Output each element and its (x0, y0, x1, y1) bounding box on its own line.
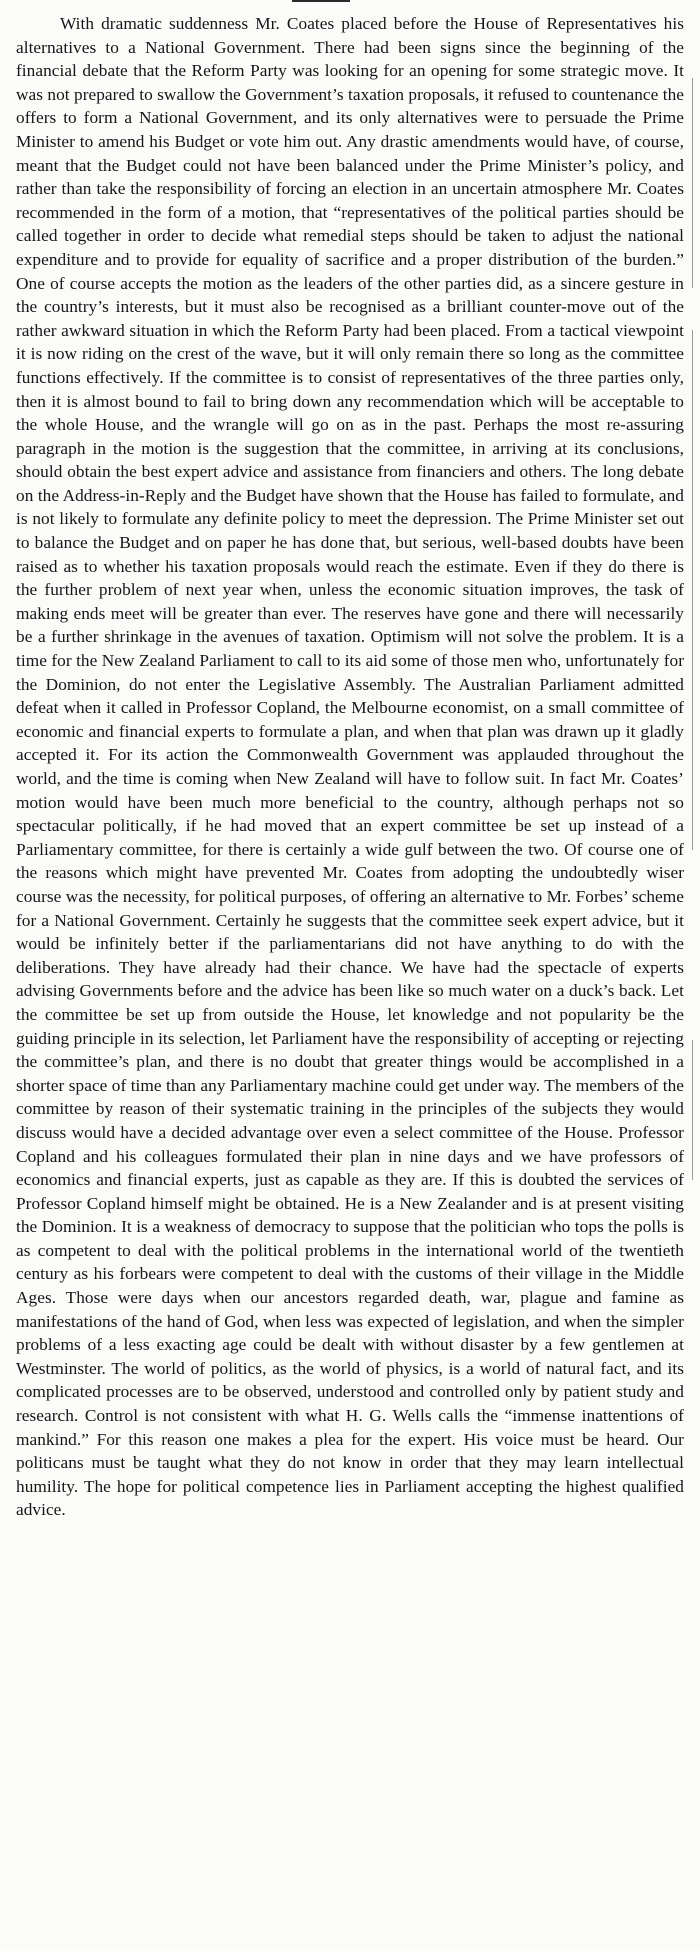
column-edge-rule (692, 78, 693, 288)
column-edge-rule (692, 330, 693, 850)
editorial-article-text: With dramatic suddenness Mr. Coates placed before the House of Representatives his alternatives to a National Government. There had been signs since the beginning of the financial debate that the Reform Party was looking for an opening for some strategic move. It was not prepared to swallow the Government’s taxation proposals, it refused to countenance the offers to form a National Government, and its only alternatives were to persuade the Prime Minister to amend his Budget or vote him out. Any drastic amendments would have, of course, meant that the Budget could not have been balanced under the Prime Minister’s policy, and rather than take the responsibility of forcing an election in an uncertain atmosphere Mr. Coates recommended in the form of a motion, that “representatives of the political parties should be called together in order to decide what remedial steps should be taken to adjust the national expenditure and to provide for equality of sacrifice and a proper distribution of the burden.” One of course accepts the motion as the leaders of the other parties did, as a sincere gesture in the country’s interests, but it must also be recognised as a brilliant counter-move out of the rather awkward situation in which the Reform Party had been placed. From a tactical viewpoint it is now riding on the crest of the wave, but it will only remain there so long as the committee functions effectively. If the committee is to consist of representatives of the three parties only, then it is almost bound to fail to bring down any recommendation which will be acceptable to the whole House, and the wrangle will go on as in the past. Perhaps the most re-assuring paragraph in the motion is the suggestion that the committee, in arriving at its conclusions, should obtain the best expert advice and assistance from financiers and others. The long debate on the Address-in-Reply and the Budget have shown that the House has failed to formulate, and is not likely to formulate any definite policy to meet the depression. The Prime Minister set out to balance the Budget and on paper he has done that, but serious, well-based doubts have been raised as to whether his taxation proposals would reach the estimate. Even if they do there is the further problem of next year when, unless the economic situation improves, the task of making ends meet will be greater than ever. The reserves have gone and there will necessarily be a further shrinkage in the avenues of taxation. Optimism will not solve the problem. It is a time for the New Zealand Parliament to call to its aid some of those men who, unfortunately for the Dominion, do not enter the Legislative Assembly. The Australian Parliament admitted defeat when it called in Professor Copland, the Melbourne economist, on a small committee of economic and financial experts to formulate a plan, and when that plan was drawn up it gladly accepted it. For its action the Commonwealth Government was applauded throughout the world, and the time is coming when New Zealand will have to follow suit. In fact Mr. Coates’ motion would have been much more beneficial to the country, although perhaps not so spectacular politically, if he had moved that an expert committee be set up instead of a Parliamentary committee, for there is certainly a wide gulf between the two. Of course one of the reasons which might have prevented Mr. Coates from adopting the undoubtedly wiser course was the necessity, for political purposes, of offering an alternative to Mr. Forbes’ scheme for a National Government. Certainly he suggests that the committee seek expert advice, but it would be infinitely better if the parliamentarians did not have anything to do with the deliberations. They have already had their chance. We have had the spectacle of experts advising Governments before and the advice has been like so much water on a duck’s back. Let the committee be set up from outside the House, let knowledge and not popularity be the guiding principle in its selection, let Parliament have the responsibility of accepting or rejecting the committee’s plan, and there is no doubt that greater things would be accomplished in a shorter space of time than any Parliamentary machine could get under way. The members of the committee by reason of their systematic training in the principles of the subjects they would discuss would have a decided advantage over even a select committee of the House. Professor Copland and his colleagues formulated their plan in nine days and we have professors of economics and financial experts, just as capable as they are. If this is doubted the services of Professor Copland himself might be obtained. He is a New Zealander and is at present visiting the Dominion. It is a weakness of democracy to suppose that the politician who tops the polls is as competent to deal with the political problems in the international world of the twentieth century as his forbears were competent to deal with the customs of their village in the Middle Ages. Those were days when our ancestors regarded death, war, plague and famine as manifestations of the hand of God, when less was expected of legislation, and when the simpler problems of a less exacting age could be dealt with without disaster by a few gentlemen at Westminster. The world of politics, as the world of physics, is a world of natural fact, and its complicated processes are to be observed, understood and controlled only by patient study and research. Control is not consistent with what H. G. Wells calls the “immense inattentions of mankind.” For this reason one makes a plea for the expert. His voice must be heard. Our politicans must be taught what they do not know in order that they may learn intellectual humility. The hope for political competence lies in Parliament accepting the highest qualified advice. (16, 14, 684, 1520)
column-edge-rule (692, 1040, 693, 1180)
column-top-rule (292, 0, 350, 2)
